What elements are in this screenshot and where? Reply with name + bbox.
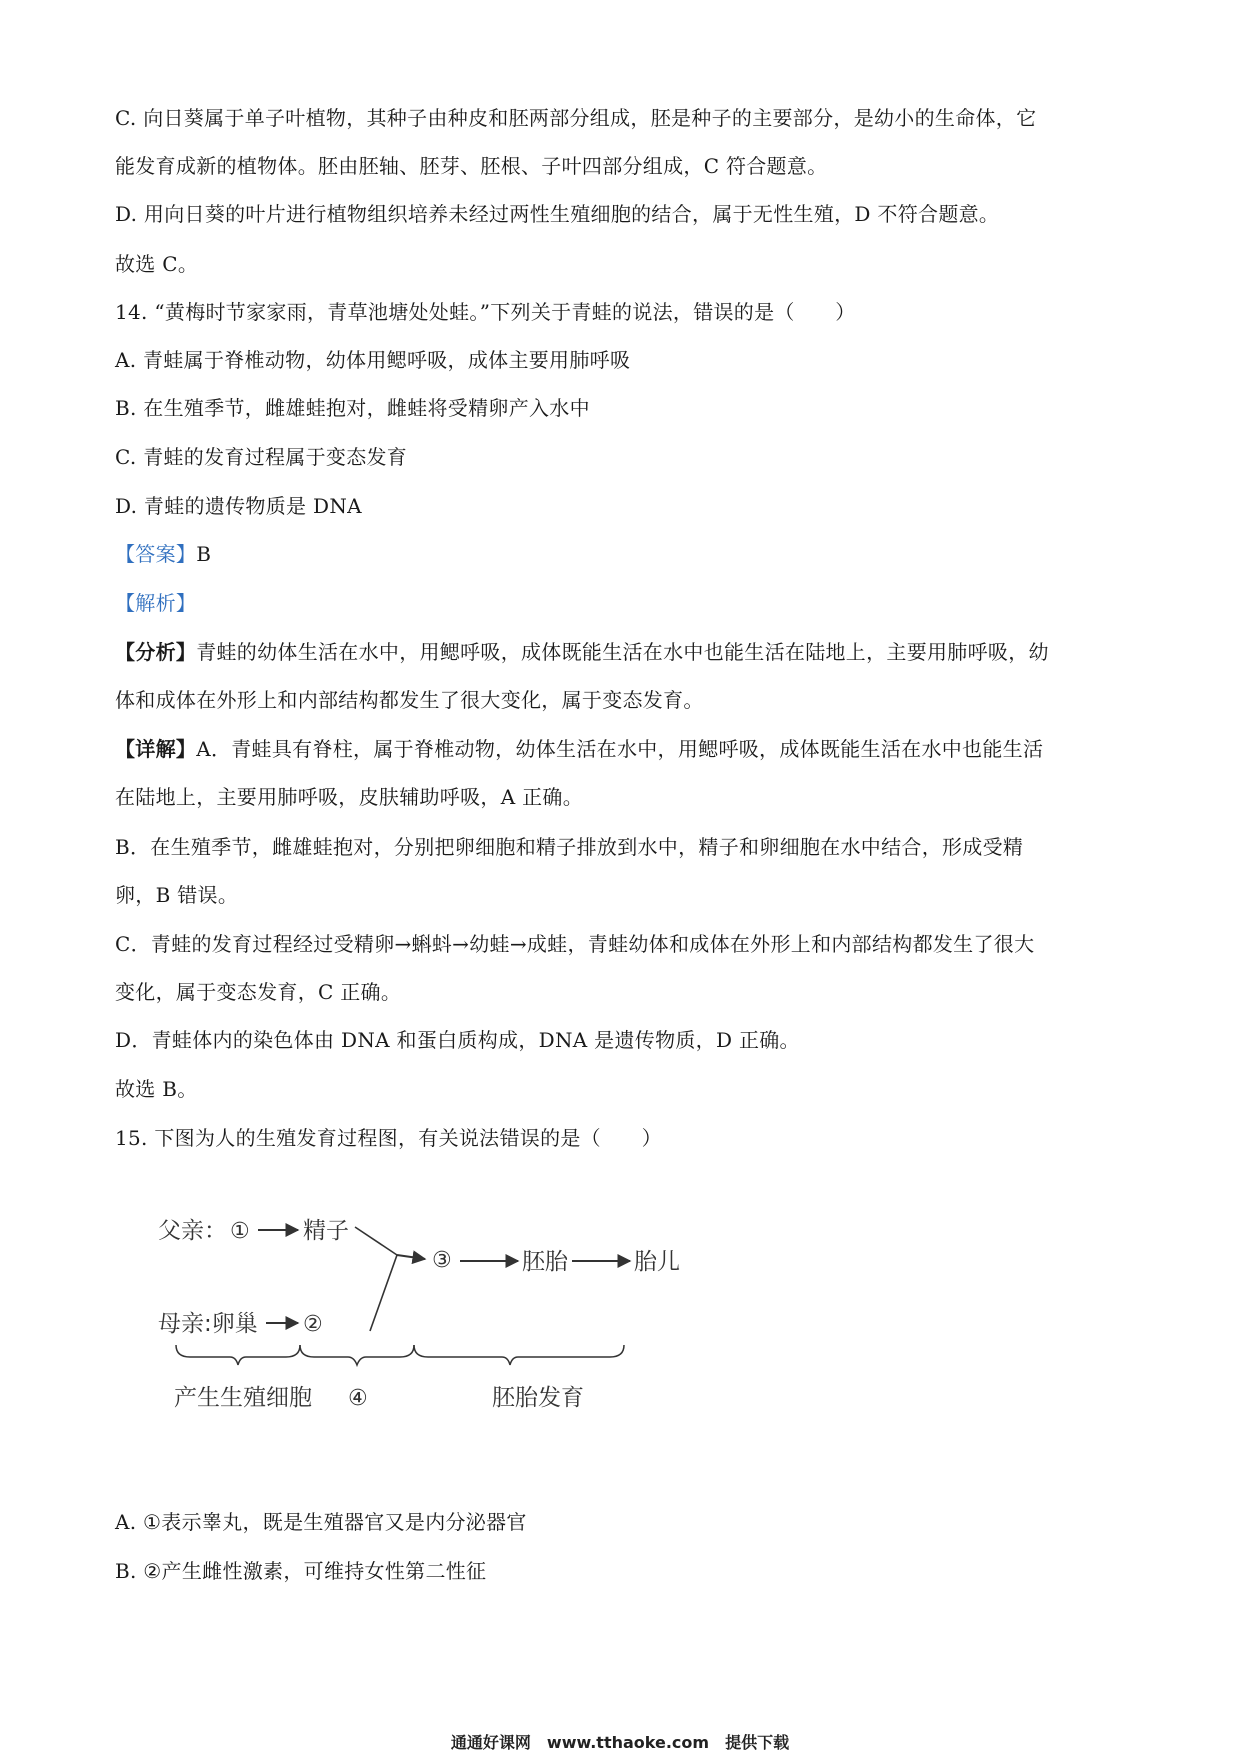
- text-line-1: C. 向日葵属于单子叶植物，其种子由种皮和胚两部分组成，胚是种子的主要部分，是幼小的生命体，它: [115, 106, 1037, 130]
- circle-1-label: ①: [230, 1219, 250, 1244]
- detail-b-line-2: 卵，B 错误。: [115, 883, 239, 907]
- answer-value: B: [196, 542, 212, 566]
- fenxi-text-1: 青蛙的幼体生活在水中，用鳃呼吸，成体既能生活在水中也能生活在陆地上，主要用肺呼吸，幼: [196, 640, 1049, 664]
- text-line-2: 能发育成新的植物体。胚由胚轴、胚芽、胚根、子叶四部分组成，C 符合题意。: [115, 154, 828, 178]
- detail-c-line-2: 变化，属于变态发育，C 正确。: [115, 980, 402, 1004]
- xiangjie-tag: 【详解】: [115, 737, 197, 761]
- fenxi-line-2: 体和成体在外形上和内部结构都发生了很大变化，属于变态发育。: [115, 688, 704, 712]
- fenxi-tag: 【分析】: [115, 640, 197, 664]
- circle-4-label: ④: [348, 1386, 368, 1411]
- egg-join-line: [370, 1255, 397, 1331]
- embryo-label: 胚胎: [522, 1249, 568, 1275]
- question-14: 14. “黄梅时节家家雨，青草池塘处处蛙。”下列关于青蛙的说法，错误的是（ ）: [115, 300, 856, 324]
- brace-fertilization: [300, 1345, 414, 1365]
- text-line-4: 故选 C。: [115, 252, 199, 276]
- answer-line: [115, 540, 211, 568]
- reproduction-diagram: [150, 1205, 740, 1455]
- option-14a: A. 青蛙属于脊椎动物，幼体用鳃呼吸，成体主要用肺呼吸: [115, 348, 631, 372]
- xiangjie-text-1: A．青蛙具有脊柱，属于脊椎动物，幼体生活在水中，用鳃呼吸，成体既能生活在水中也能生活: [196, 737, 1044, 761]
- detail-b-line-1: B．在生殖季节，雌雄蛙抱对，分别把卵细胞和精子排放到水中，精子和卵细胞在水中结合，形成受精: [115, 835, 1024, 859]
- option-14d: D. 青蛙的遗传物质是 DNA: [115, 494, 362, 518]
- circle-2-label: ②: [303, 1312, 323, 1337]
- sperm-join-line: [355, 1227, 397, 1255]
- brace-embryo-dev: [414, 1345, 624, 1365]
- circle-3-label: ③: [432, 1248, 452, 1273]
- fenxi-line-1: [115, 638, 1049, 666]
- brace-gametes: [176, 1345, 300, 1365]
- text-line-3: D. 用向日葵的叶片进行植物组织培养未经过两性生殖细胞的结合，属于无性生殖，D 不符合题意。: [115, 202, 1000, 226]
- option-14b: B. 在生殖季节，雌雄蛙抱对，雌蛙将受精卵产入水中: [115, 396, 590, 420]
- conclusion-line: 故选 B。: [115, 1077, 198, 1101]
- detail-d-line: D．青蛙体内的染色体由 DNA 和蛋白质构成，DNA 是遗传物质，D 正确。: [115, 1028, 800, 1052]
- mother-label: 母亲:卵巢: [158, 1311, 258, 1337]
- detail-c-line-1: C．青蛙的发育过程经过受精卵→蝌蚪→幼蛙→成蛙，青蛙幼体和成体在外形上和内部结构都发生了很大: [115, 932, 1035, 956]
- xiangjie-line-1: [115, 735, 1043, 763]
- option-14c: C. 青蛙的发育过程属于变态发育: [115, 445, 408, 469]
- xiangjie-line-2: 在陆地上，主要用肺呼吸，皮肤辅助呼吸，A 正确。: [115, 785, 584, 809]
- father-label: 父亲：: [158, 1218, 227, 1244]
- analysis-tag: 【解析】: [115, 591, 197, 615]
- gametes-caption: 产生生殖细胞: [174, 1385, 312, 1411]
- question-15: 15. 下图为人的生殖发育过程图，有关说法错误的是（ ）: [115, 1126, 662, 1150]
- answer-tag: 【答案】: [115, 542, 197, 566]
- page-footer: 通通好课网 www.tthaoke.com 提供下载: [450, 1733, 790, 1752]
- sperm-label: 精子: [303, 1218, 349, 1244]
- arrow-to-zygote: [397, 1255, 425, 1259]
- option-15b: B. ②产生雌性激素，可维持女性第二性征: [115, 1559, 487, 1583]
- fetus-label: 胎儿: [634, 1249, 680, 1275]
- embryo-dev-caption: 胚胎发育: [492, 1385, 584, 1411]
- option-15a: A. ①表示睾丸，既是生殖器官又是内分泌器官: [115, 1510, 527, 1534]
